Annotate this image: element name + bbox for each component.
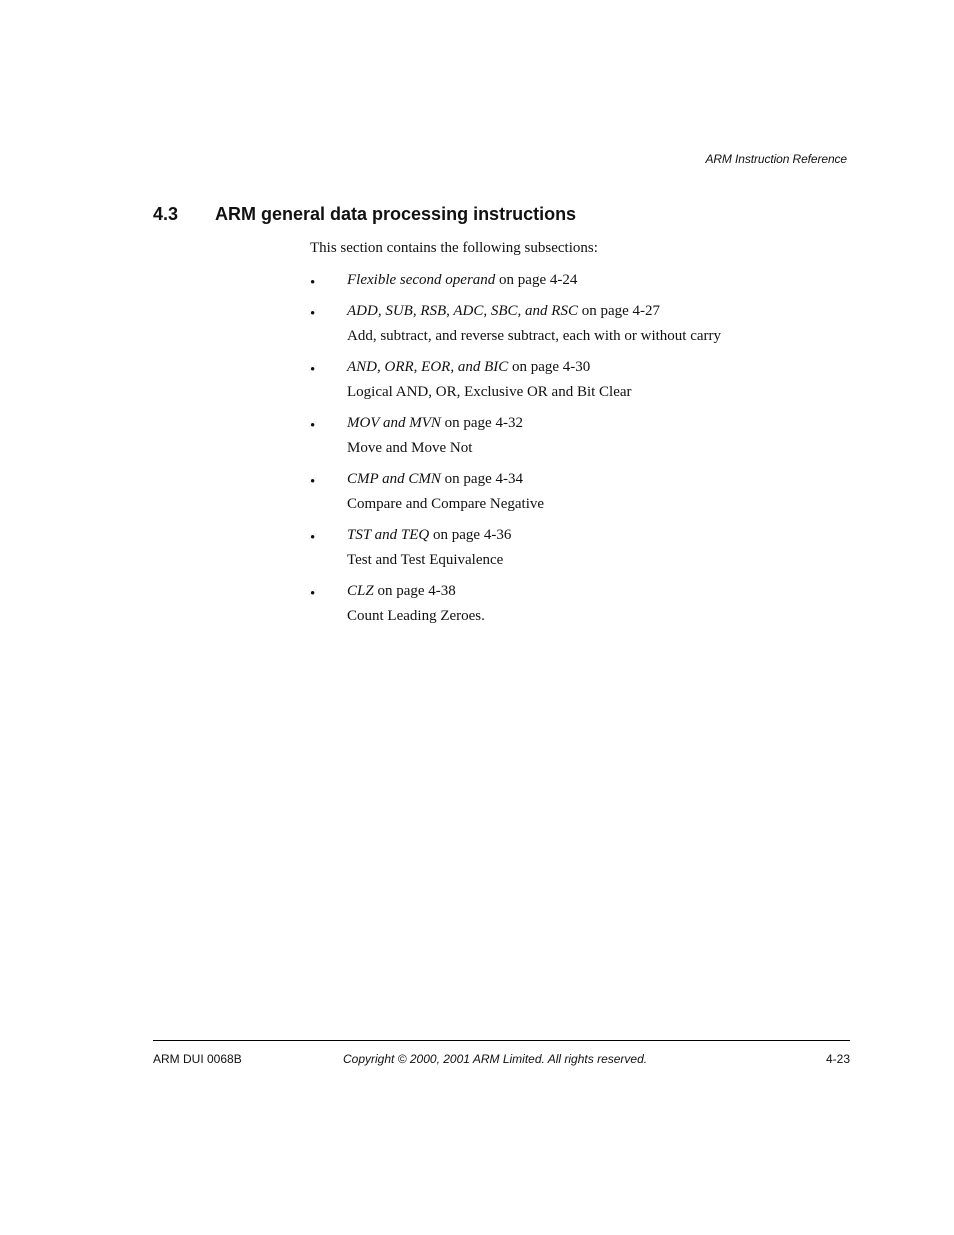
subsection-link-flexible-second-operand[interactable]: Flexible second operand <box>347 272 496 288</box>
document-id: ARM DUI 0068B <box>153 1052 242 1066</box>
page-number: 4-23 <box>825 1052 850 1066</box>
item-description: Test and Test Equivalence <box>347 552 504 568</box>
section-heading <box>153 204 576 225</box>
subsection-link-mov-mvn[interactable]: MOV and MVN <box>347 415 441 431</box>
page-reference: on page 4-32 <box>440 415 523 431</box>
item-description: Compare and Compare Negative <box>347 496 545 512</box>
bullet: • <box>310 586 316 602</box>
copyright-notice: Copyright © 2000, 2001 ARM Limited. All rights reserved. <box>343 1052 648 1066</box>
subsection-link-clz[interactable]: CLZ <box>347 583 374 599</box>
section-intro: This section contains the following subsections: <box>310 240 598 256</box>
bullet: • <box>310 362 316 378</box>
bullet: • <box>310 418 316 434</box>
item-description: Add, subtract, and reverse subtract, each with or without carry <box>347 328 722 344</box>
subsection-list <box>310 271 721 638</box>
list-item <box>310 582 721 632</box>
page-reference: on page 4-27 <box>577 303 661 319</box>
item-description: Logical AND, OR, Exclusive OR and Bit Clear <box>347 384 632 400</box>
subsection-link-tst-teq[interactable]: TST and TEQ <box>347 527 430 543</box>
section-number: 4.3 <box>153 204 179 224</box>
running-header: ARM Instruction Reference <box>705 152 847 166</box>
page-reference: on page 4-30 <box>508 359 591 375</box>
list-item <box>310 358 721 408</box>
list-item <box>310 302 721 352</box>
item-description: Move and Move Not <box>347 440 473 456</box>
section-title: ARM general data processing instructions <box>215 204 577 224</box>
bullet: • <box>310 474 316 490</box>
bullet: • <box>310 530 316 546</box>
page-reference: on page 4-24 <box>495 272 578 288</box>
list-item <box>310 470 721 520</box>
footer-rule <box>153 1040 850 1041</box>
item-description: Count Leading Zeroes. <box>347 608 485 624</box>
subsection-link-cmp-cmn[interactable]: CMP and CMN <box>347 471 441 487</box>
bullet: • <box>310 275 316 291</box>
subsection-link-add-sub[interactable]: ADD, SUB, RSB, ADC, SBC, and RSC <box>347 303 578 319</box>
bullet: • <box>310 306 316 322</box>
list-item <box>310 526 721 576</box>
page-reference: on page 4-38 <box>373 583 456 599</box>
page-reference: on page 4-34 <box>440 471 523 487</box>
page-reference: on page 4-36 <box>429 527 512 543</box>
subsection-link-and-orr[interactable]: AND, ORR, EOR, and BIC <box>347 359 509 375</box>
list-item <box>310 271 721 296</box>
list-item <box>310 414 721 464</box>
